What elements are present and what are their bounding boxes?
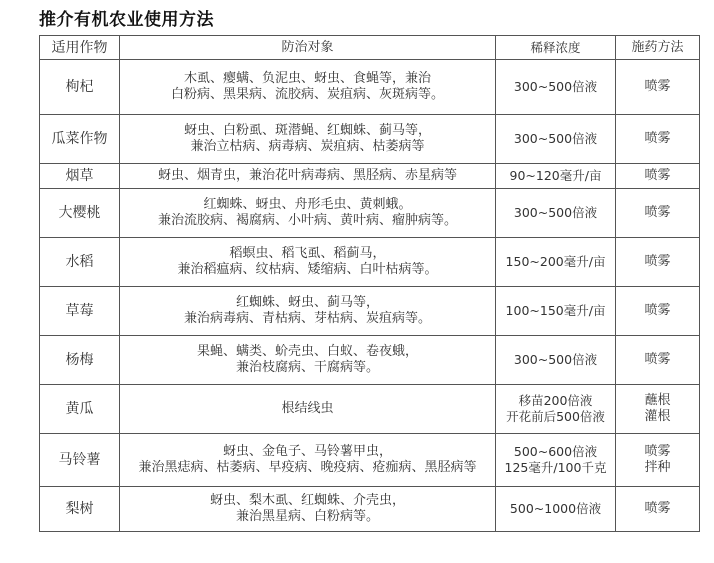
cell-crop: 草莓: [40, 287, 120, 336]
cell-dilution-line: 500~600倍液: [513, 444, 598, 459]
cell-method: [616, 385, 700, 434]
cell-dilution-line: 100~150毫升/亩: [505, 303, 606, 318]
cell-dilution: [496, 434, 616, 487]
cell-dilution: [496, 238, 616, 287]
cell-targets-line: 红蜘蛛、蚜虫、蓟马等，: [235, 295, 379, 310]
header-dilution: 稀释浓度: [496, 36, 616, 60]
cell-targets-line: 兼治黑星病、白粉病等。: [235, 509, 379, 524]
cell-dilution-line: 300~500倍液: [513, 352, 598, 367]
cell-targets-line: 白粉病、黑果病、流胶病、炭疽病、灰斑病等。: [170, 87, 444, 102]
table-row: [40, 115, 700, 164]
cell-method-line: 喷雾: [644, 131, 671, 146]
cell-dilution-line: 300~500倍液: [513, 205, 598, 220]
table-row: [40, 434, 700, 487]
cell-method: [616, 164, 700, 189]
cell-crop: 枸杞: [40, 60, 120, 115]
cell-method-line: 蘸根: [644, 393, 671, 408]
cell-method: [616, 434, 700, 487]
cell-method: [616, 238, 700, 287]
header-row: [40, 36, 700, 60]
table-row: [40, 336, 700, 385]
cell-dilution: [496, 336, 616, 385]
cell-dilution: [496, 60, 616, 115]
cell-method-line: 喷雾: [644, 303, 671, 318]
cell-dilution: [496, 287, 616, 336]
cell-dilution: [496, 164, 616, 189]
cell-dilution: [496, 189, 616, 238]
cell-dilution: [496, 385, 616, 434]
cell-crop: 瓜菜作物: [40, 115, 120, 164]
table-row: [40, 487, 700, 532]
cell-targets: [120, 238, 496, 287]
cell-dilution-line: 移苗200倍液: [518, 393, 593, 408]
cell-method-line: 喷雾: [644, 205, 671, 220]
cell-dilution-line: 开花前后500倍液: [506, 409, 605, 424]
cell-dilution-line: 150~200毫升/亩: [505, 254, 606, 269]
cell-crop: 马铃薯: [40, 434, 120, 487]
cell-targets-line: 兼治稻瘟病、纹枯病、矮缩病、白叶枯病等。: [177, 262, 438, 277]
cell-targets-line: 兼治流胶病、褐腐病、小叶病、黄叶病、瘤肿病等。: [157, 213, 457, 228]
cell-method-line: 拌种: [644, 460, 671, 475]
cell-method: [616, 287, 700, 336]
cell-dilution-line: 500~1000倍液: [509, 501, 602, 516]
cell-dilution: [496, 115, 616, 164]
cell-targets: [120, 164, 496, 189]
table-row: [40, 189, 700, 238]
cell-method: [616, 487, 700, 532]
table-row: [40, 164, 700, 189]
cell-crop: 梨树: [40, 487, 120, 532]
cell-targets: [120, 60, 496, 115]
cell-method-line: 喷雾: [644, 444, 671, 459]
header-method: 施药方法: [616, 36, 700, 60]
cell-method: [616, 189, 700, 238]
cell-dilution-line: 125毫升/100千克: [504, 460, 607, 475]
cell-targets-line: 蚜虫、金龟子、马铃薯甲虫，: [222, 444, 392, 459]
cell-method: [616, 60, 700, 115]
cell-dilution-line: 300~500倍液: [513, 79, 598, 94]
cell-method-line: 喷雾: [644, 254, 671, 269]
cell-targets-line: 果蝇、螨类、蚧壳虫、白蚁、卷夜蛾，: [196, 344, 418, 359]
table-row: [40, 385, 700, 434]
cell-targets-line: 木虱、瘿螨、负泥虫、蚜虫、食蝇等，兼治: [183, 71, 431, 86]
cell-targets-line: 红蜘蛛、蚜虫、舟形毛虫、黄刺蛾。: [203, 197, 412, 212]
cell-dilution: [496, 487, 616, 532]
cell-method-line: 喷雾: [644, 501, 671, 516]
usage-table: [39, 35, 700, 532]
cell-targets-line: 兼治黑痣病、枯萎病、早疫病、晚疫病、疮痂病、黑胫病等: [138, 460, 477, 475]
cell-crop: 大樱桃: [40, 189, 120, 238]
cell-targets: [120, 385, 496, 434]
cell-method-line: 喷雾: [644, 352, 671, 367]
header-crop: 适用作物: [40, 36, 120, 60]
cell-targets: [120, 189, 496, 238]
cell-targets: [120, 336, 496, 385]
page-title: 推介有机农业使用方法: [39, 10, 214, 30]
table-row: [40, 60, 700, 115]
cell-crop: 杨梅: [40, 336, 120, 385]
cell-targets: [120, 434, 496, 487]
table-row: [40, 287, 700, 336]
cell-targets-line: 蚜虫、白粉虱、斑潜蝇、红蜘蛛、蓟马等，: [183, 123, 431, 138]
cell-method-line: 喷雾: [644, 168, 671, 183]
cell-dilution-line: 300~500倍液: [513, 131, 598, 146]
cell-method: [616, 115, 700, 164]
cell-method: [616, 336, 700, 385]
cell-targets: [120, 287, 496, 336]
cell-targets-line: 兼治病毒病、青枯病、芽枯病、炭疽病等。: [183, 311, 431, 326]
cell-method-line: 灌根: [644, 409, 671, 424]
cell-dilution-line: 90~120毫升/亩: [509, 168, 602, 183]
cell-targets-line: 蚜虫、梨木虱、红蜘蛛、介壳虫，: [209, 493, 405, 508]
cell-targets-line: 根结线虫: [281, 401, 334, 416]
cell-targets: [120, 487, 496, 532]
cell-method-line: 喷雾: [644, 79, 671, 94]
cell-targets-line: 兼治立枯病、病毒病、炭疽病、枯萎病等: [190, 139, 425, 154]
table-body: [40, 60, 700, 532]
cell-targets: [120, 115, 496, 164]
cell-targets-line: 蚜虫、烟青虫，兼治花叶病毒病、黑胫病、赤星病等: [157, 168, 457, 183]
cell-targets-line: 稻螟虫、稻飞虱、稻蓟马，: [229, 246, 386, 261]
table-row: [40, 238, 700, 287]
cell-crop: 黄瓜: [40, 385, 120, 434]
cell-crop: 烟草: [40, 164, 120, 189]
header-targets: 防治对象: [120, 36, 496, 60]
cell-crop: 水稻: [40, 238, 120, 287]
cell-targets-line: 兼治枝腐病、干腐病等。: [235, 360, 379, 375]
